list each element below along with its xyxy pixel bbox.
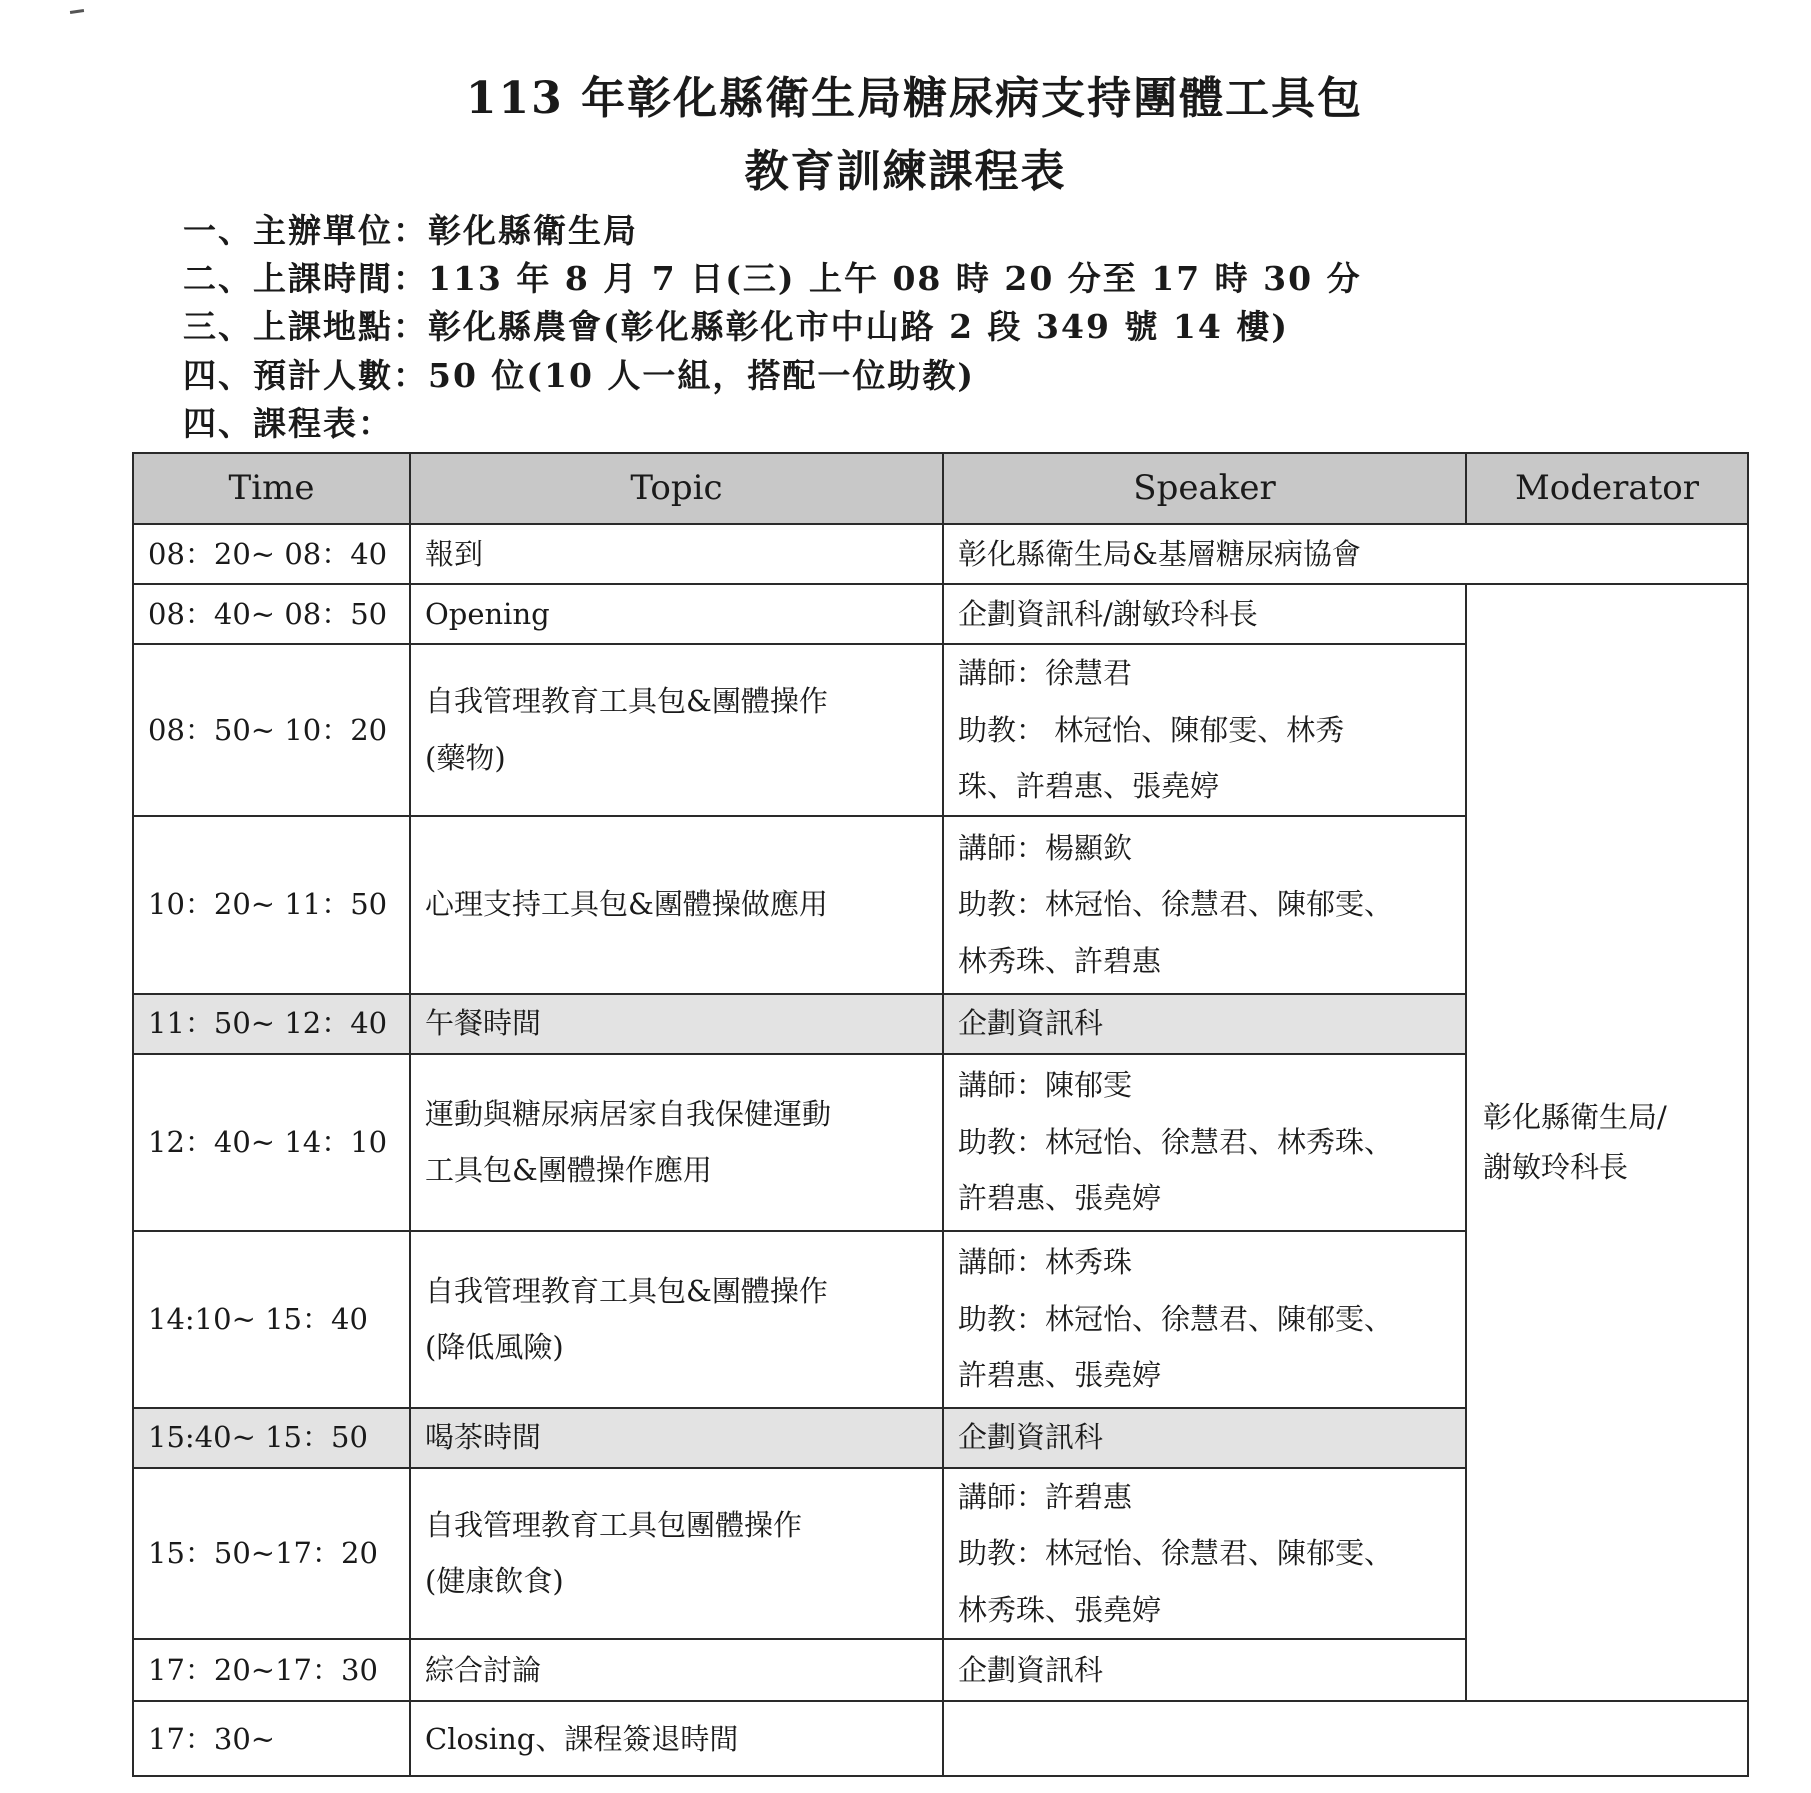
- document-title: 113 年彰化縣衛生局糖尿病支持團體工具包: [465, 73, 1364, 124]
- topic-cell: [410, 994, 943, 1054]
- info-organizer: 一、主辦單位：彰化縣衛生局: [183, 211, 638, 250]
- time-cell: 15：50~17：20: [133, 1468, 410, 1640]
- topic-line: 午餐時間: [425, 1006, 542, 1041]
- info-attendees: 四、預計人數：50 位(10 人一組，搭配一位助教): [183, 356, 976, 395]
- moderator-line: 彰化縣衛生局/: [1483, 1100, 1667, 1135]
- topic-cell: [410, 524, 943, 584]
- table-row: [133, 1701, 1748, 1776]
- speaker-line: 助教：林冠怡、徐慧君、陳郁雯、: [958, 1536, 1394, 1571]
- table-header-row: [133, 453, 1748, 524]
- topic-cell: [410, 1468, 943, 1640]
- speaker-line: 助教： 林冠怡、陳郁雯、林秀: [958, 712, 1345, 747]
- document-subtitle: 教育訓練課程表: [744, 146, 1067, 197]
- speaker-line: 珠、許碧惠、張堯婷: [958, 769, 1220, 804]
- moderator-cell: [1466, 584, 1748, 1701]
- time-cell: 08：20~ 08：40: [133, 524, 410, 584]
- topic-line: Closing、課程簽退時間: [425, 1721, 739, 1756]
- speaker-cell: [943, 1408, 1466, 1468]
- info-time: 二、上課時間：113 年 8 月 7 日(三) 上午 08 時 20 分至 17 時 30 分: [183, 259, 1362, 298]
- time-cell: 12：40~ 14：10: [133, 1054, 410, 1231]
- time-cell: 08：40~ 08：50: [133, 584, 410, 644]
- topic-line: 心理支持工具包&團體操做應用: [425, 887, 828, 922]
- time-cell: 11：50~ 12：40: [133, 994, 410, 1054]
- speaker-line: 彰化縣衛生局&基層糖尿病協會: [958, 536, 1361, 571]
- header-time: Time: [133, 453, 410, 524]
- info-location: 三、上課地點：彰化縣農會(彰化縣彰化市中山路 2 段 349 號 14 樓): [183, 307, 1289, 346]
- speaker-cell-empty: [943, 1701, 1748, 1776]
- speaker-cell: [943, 1639, 1466, 1701]
- speaker-line: 講師：楊顯欽: [958, 830, 1133, 865]
- table-row: [133, 524, 1748, 584]
- topic-cell: [410, 1701, 943, 1776]
- speaker-line: 許碧惠、張堯婷: [958, 1358, 1162, 1393]
- speaker-line: 講師：林秀珠: [958, 1245, 1133, 1280]
- speaker-cell: [943, 524, 1748, 584]
- time-cell: 08：50~ 10：20: [133, 644, 410, 816]
- topic-cell: [410, 584, 943, 644]
- speaker-line: 助教：林冠怡、徐慧君、林秀珠、: [958, 1124, 1394, 1159]
- topic-line: 綜合討論: [425, 1653, 542, 1687]
- header-topic: Topic: [410, 453, 943, 524]
- speaker-line: 林秀珠、許碧惠: [958, 943, 1162, 978]
- time-cell: 17：20~17：30: [133, 1639, 410, 1701]
- speaker-line: 講師：徐慧君: [958, 656, 1133, 690]
- topic-line: 喝茶時間: [425, 1420, 542, 1455]
- topic-line: 報到: [425, 536, 484, 571]
- speaker-line: 助教：林冠怡、徐慧君、陳郁雯、: [958, 887, 1394, 922]
- speaker-cell: [943, 994, 1466, 1054]
- topic-line: (降低風險): [425, 1330, 564, 1365]
- time-cell: 17：30~: [133, 1701, 410, 1776]
- info-schedule-label: 四、課程表：: [183, 404, 393, 443]
- time-cell: 15:40~ 15：50: [133, 1408, 410, 1468]
- speaker-cell: [943, 1468, 1466, 1640]
- header-speaker: Speaker: [943, 453, 1466, 524]
- topic-line: (藥物): [425, 740, 506, 775]
- topic-line: 工具包&團體操作應用: [425, 1153, 712, 1188]
- speaker-cell: [943, 584, 1466, 644]
- speaker-line: 講師：陳郁雯: [958, 1068, 1133, 1103]
- time-cell: 10：20~ 11：50: [133, 816, 410, 994]
- topic-line: 運動與糖尿病居家自我保健運動: [425, 1096, 832, 1131]
- speaker-cell: [943, 644, 1466, 816]
- topic-line: Opening: [425, 596, 550, 631]
- speaker-line: 企劃資訊科: [958, 1420, 1104, 1455]
- topic-cell: [410, 1054, 943, 1231]
- topic-line: 自我管理教育工具包&團體操作: [425, 684, 828, 719]
- speaker-line: 講師：許碧惠: [958, 1479, 1133, 1514]
- speaker-line: 企劃資訊科/謝敏玲科長: [958, 596, 1258, 631]
- speaker-cell: [943, 816, 1466, 994]
- topic-cell: [410, 1408, 943, 1468]
- topic-cell: [410, 816, 943, 994]
- topic-line: 自我管理教育工具包團體操作: [425, 1507, 803, 1542]
- speaker-line: 企劃資訊科: [958, 1653, 1104, 1687]
- speaker-cell: [943, 1231, 1466, 1408]
- topic-line: (健康飲食): [425, 1564, 564, 1599]
- speaker-cell: [943, 1054, 1466, 1231]
- scan-artifact: [70, 9, 84, 14]
- table-row: [133, 584, 1748, 644]
- schedule-table: [132, 452, 1749, 1777]
- topic-line: 自我管理教育工具包&團體操作: [425, 1273, 828, 1308]
- speaker-line: 許碧惠、張堯婷: [958, 1181, 1162, 1216]
- time-cell: 14:10~ 15：40: [133, 1231, 410, 1408]
- header-moderator: Moderator: [1466, 453, 1748, 524]
- moderator-line: 謝敏玲科長: [1483, 1149, 1629, 1184]
- speaker-line: 林秀珠、張堯婷: [958, 1592, 1162, 1627]
- speaker-line: 企劃資訊科: [958, 1006, 1104, 1041]
- speaker-line: 助教：林冠怡、徐慧君、陳郁雯、: [958, 1301, 1394, 1336]
- topic-cell: [410, 644, 943, 816]
- topic-cell: [410, 1639, 943, 1701]
- topic-cell: [410, 1231, 943, 1408]
